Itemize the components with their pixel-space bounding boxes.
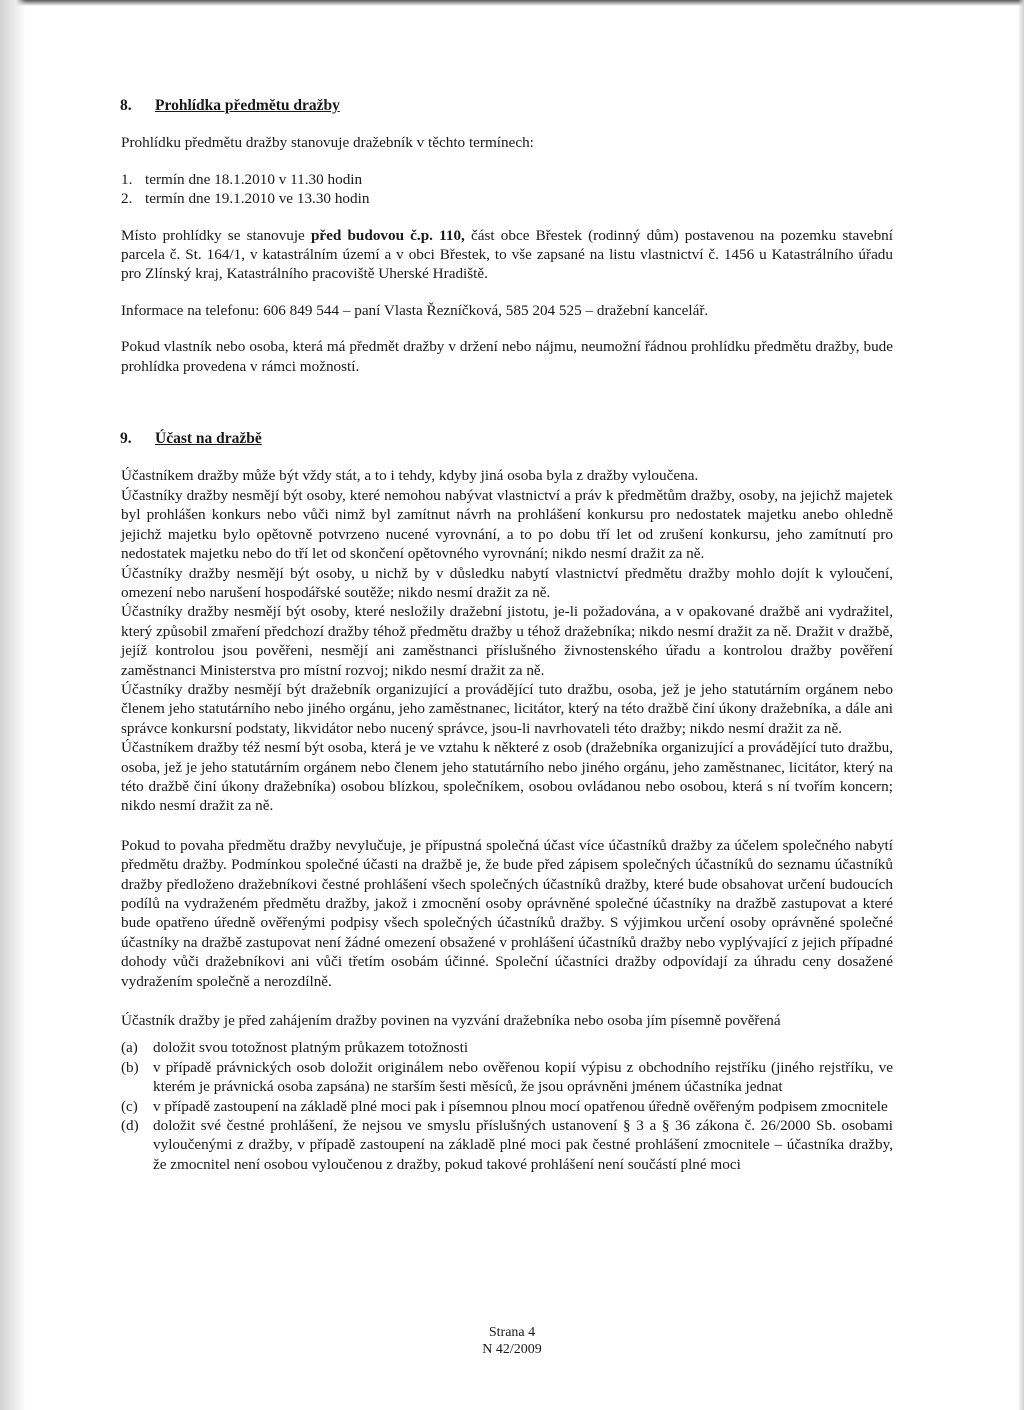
page-footer xyxy=(0,1324,1024,1358)
list-item: (c) v případě zastoupení na základě plné moci pak i písemnou plnou mocí opatřenou úředně ověřeným podpisem zmocnitele xyxy=(121,1097,888,1115)
inspection-terms-list xyxy=(121,170,893,209)
list-item: (a) doložit svou totožnost platným průkazem totožnosti xyxy=(121,1039,469,1057)
phone-info: Informace na telefonu: 606 849 544 – paní Vlasta Řezníčková, 585 204 525 – dražební kancelář. xyxy=(121,301,709,319)
paragraph: Účastníkem dražby též nesmí být osoba, která je ve vztahu k některé z osob (dražebníka organizující a provádějící tuto dražbu, osoba, jež je jeho statutárním orgánem nebo členem jeho statutárního nebo jiného orgánu, jeho zaměstnanec, licitátor, který na této dražbě činí úkony dražebníka) osobou blízkou, společníkem, osobou ovládanou nebo osobou, která s ní tvořím koncern; nikdo nesmí dražit za ně. xyxy=(121,739,893,815)
place-bold: před budovou č.p. 110, xyxy=(310,226,465,244)
list-item: (b) v případě právnických osob doložit originálem nebo ověřenou kopií výpisu z obchodního rejstříku (jiného rejstříku, ve kterém je právnická osoba zapsána) ne starším šesti měsíců, že jsou oprávněni jménem účastníka jednat xyxy=(121,1058,893,1096)
paragraph: Účastníkem dražby může být vždy stát, a to i tehdy, kdyby jiná osoba byla z dražby vyloučena. xyxy=(121,467,699,485)
section-8-heading xyxy=(120,96,893,115)
scan-edge-top xyxy=(0,0,1024,6)
duty-list xyxy=(121,1038,893,1174)
section-number: 9. xyxy=(120,430,132,448)
list-item: 2. termín dne 19.1.2010 ve 13.30 hodin xyxy=(121,190,370,208)
paragraph: Účastníky dražby nesmějí být osoby, které nesložily dražební jistotu, je-li požadována, a v opakované dražbě ani vydražitel, který způsobil zmaření předchozí dražby téhož předmětu dražby u téhož dražebníka; nikdo nesmí dražit za ně. Dražit v dražbě, jejíž kontrolou jsou pověřeni, nesmějí ani zaměstnanci příslušného živnostenského úřadu a kontrolou dražby pověření zaměstnanci Ministerstva pro místní rozvoj; nikdo nesmí dražit za ně. xyxy=(121,603,893,679)
inspection-place-paragraph: Místo prohlídky se stanovuje před budovou č.p. 110, část obce Břestek (rodinný dům) postavenou na pozemku stavební parcela č. St. 164/1, v katastrálním území a v obci Břestek, to vše zapsané na listu vlastnictví č. 1456 u Katastrálního úřadu pro Zlínský kraj, Katastrálního pracoviště Uherské Hradiště. xyxy=(121,226,893,283)
page-number: Strana 4 xyxy=(488,1325,536,1340)
owner-paragraph: Pokud vlastník nebo osoba, která má předmět dražby v držení nebo nájmu, neumožní řádnou prohlídku předmětu dražby, bude prohlídka provedena v rámci možností. xyxy=(121,338,893,375)
section-title: Účast na dražbě xyxy=(155,430,262,448)
section-9-heading xyxy=(120,429,893,448)
scan-edge-left xyxy=(0,0,26,1410)
section-number: 8. xyxy=(120,97,132,114)
list-item: 1. termín dne 18.1.2010 v 11.30 hodin xyxy=(121,170,363,188)
participation-rules xyxy=(121,466,893,815)
section-8-intro: Prohlídku předmětu dražby stanovuje dražebník v těchto termínech: xyxy=(121,134,534,152)
scan-shadow-right xyxy=(1018,0,1024,1410)
document-page xyxy=(121,96,893,1174)
paragraph: Účastníky dražby nesmějí být osoby, které nemohou nabývat vlastnictví a práv k předmětům dražby, osoby, na jejichž majetek byl prohlášen konkurs nebo vůči nimž byl zamítnut návrh na prohlášení konkursu pro nedostatek majetku anebo ohledně jejichž majetku bylo opětovně potvrzeno nucené vyrovnání, a to po dobu tří let od zrušení konkursu, jeho zamítnutí pro nedostatek majetku nebo do tří let od skončení opětovného vyrovnání; nikdo nesmí dražit za ně. xyxy=(121,486,893,563)
paragraph: Účastníky dražby nesmějí být osoby, u nichž by v důsledku nabytí vlastnictví předmětu dražby mohlo dojít k vyloučení, omezení nebo narušení hospodářské soutěže; nikdo nesmí dražit za ně. xyxy=(121,564,893,601)
duty-paragraph: Účastník dražby je před zahájením dražby povinen na vyzvání dražebníka nebo osoba jím písemně pověřená xyxy=(121,1012,781,1030)
list-item: (d) doložit své čestné prohlášení, že nejsou ve smyslu příslušných ustanovení § 3 a § 36 zákona č. 26/2000 Sb. osobami vyloučenými z dražby, v případě zastoupení na základě plné moci pak čestné prohlášení zmocnitele – účastníka dražby, že zmocnitel není osobou vyloučenou z dražby, pokud takové prohlášení není součástí plné moci xyxy=(121,1117,893,1173)
section-title: Prohlídka předmětu dražby xyxy=(155,97,340,114)
joint-participation-paragraph: Pokud to povaha předmětu dražby nevylučuje, je přípustná společná účast více účastníků dražby za účelem společného nabytí předmětu dražby. Podmínkou společné účasti na dražbě je, že bude před zápisem společných účastníků do seznamu účastníků dražby předloženo dražebníkovi čestné prohlášení všech společných účastníků dražby, které bude obsahovat určení budoucích podílů na vydraženém předmětu dražby, jakož i zmocnění osoby oprávněné společné účastníky na dražbě zastupovat a které bude opatřeno úředně ověřenými podpisy všech společných účastníků dražby. S výjimkou určení osoby oprávněné společné účastníky na dražbě zastupovat není žádné omezení obsažené v prohlášení účastníků dražby nebo vyplývající z jejich případné dohody vůči dražebníkovi ani vůči třetím osobám účinné. Společní účastníci dražby odpovídají za úhradu ceny dosažené vydražením společně a nerozdílně. xyxy=(121,836,893,990)
case-reference: N 42/2009 xyxy=(482,1342,542,1357)
paragraph: Účastníky dražby nesmějí být dražebník organizující a provádějící tuto dražbu, osoba, jež je jeho statutárním orgánem nebo členem jeho statutárního nebo jiného orgánu, jeho zaměstnanec, licitátor, který na této dražbě činí úkony dražebníka, a dále ani správce konkursní podstaty, likvidátor nebo nucený správce, jsou-li navrhovateli této dražby; nikdo nesmí dražit za ně. xyxy=(121,680,893,737)
